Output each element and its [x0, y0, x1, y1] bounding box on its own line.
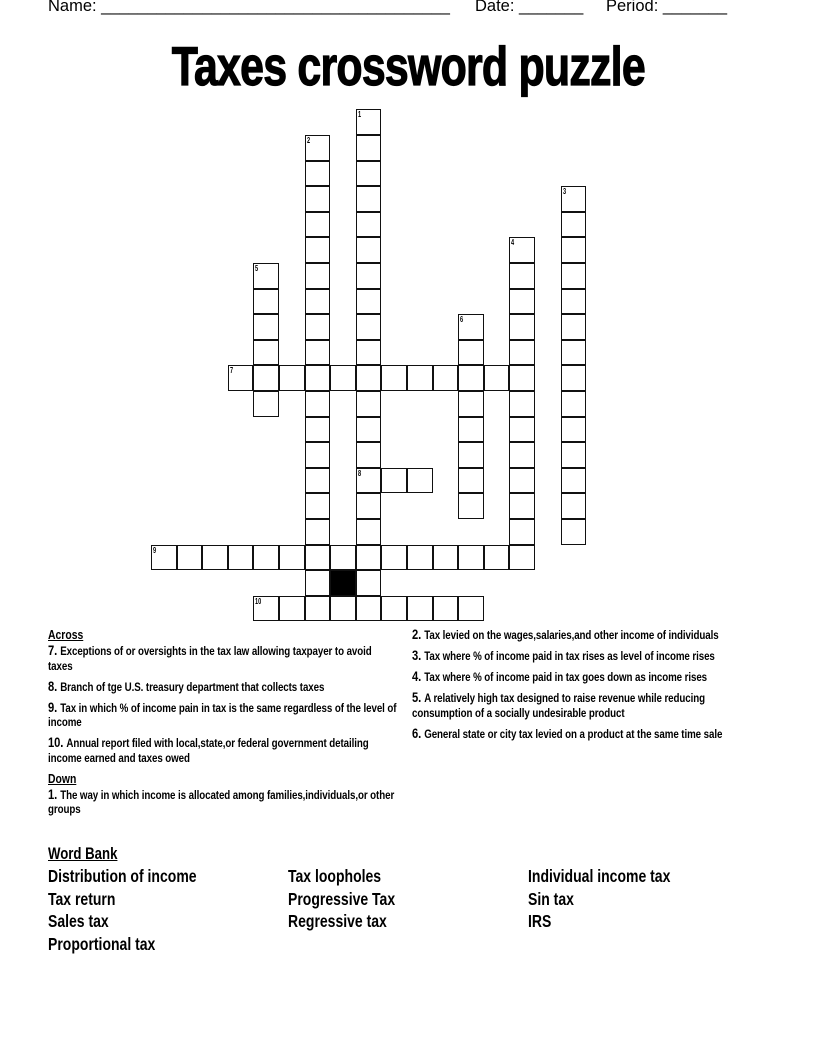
grid-cell[interactable]	[561, 186, 587, 212]
grid-cell[interactable]	[356, 314, 382, 340]
grid-cell[interactable]	[356, 493, 382, 519]
grid-cell[interactable]	[356, 135, 382, 161]
word-bank-item: Tax return	[48, 888, 116, 909]
clue-number: 10.	[48, 734, 67, 750]
clue-number: 6.	[412, 724, 425, 741]
clue-text: Tax levied on the wages,salaries,and other income of individuals	[424, 628, 719, 642]
clue-text: Tax where % of income paid in tax goes down as income rises	[424, 670, 708, 684]
grid-cell[interactable]	[561, 493, 587, 519]
grid-cell[interactable]	[381, 468, 407, 494]
grid-cell[interactable]	[509, 365, 535, 391]
grid-cell[interactable]	[561, 263, 587, 289]
grid-cell[interactable]	[509, 391, 535, 417]
grid-cell[interactable]	[330, 596, 356, 622]
grid-cell[interactable]	[305, 417, 331, 443]
grid-cell[interactable]	[356, 596, 382, 622]
grid-cell[interactable]	[458, 365, 484, 391]
grid-cell[interactable]	[305, 596, 331, 622]
grid-cell[interactable]	[381, 365, 407, 391]
down-heading: Down	[48, 770, 77, 786]
grid-cell[interactable]	[305, 570, 331, 596]
grid-cell[interactable]	[509, 519, 535, 545]
grid-cell[interactable]	[202, 545, 228, 571]
clue-text: Exceptions of or oversights in the tax law allowing taxpayer to avoid taxes	[48, 644, 372, 673]
clue-text: The way in which income is allocated among families,individuals,or other groups	[48, 787, 395, 816]
clue-across-10	[48, 735, 398, 765]
word-bank	[48, 843, 768, 965]
grid-cell[interactable]	[305, 135, 331, 161]
grid-cell[interactable]	[356, 186, 382, 212]
word-bank-heading: Word Bank	[48, 845, 118, 863]
grid-cell[interactable]	[561, 468, 587, 494]
grid-cell[interactable]	[509, 289, 535, 315]
grid-cell[interactable]	[561, 442, 587, 468]
clue-text: Tax where % of income paid in tax rises as level of income rises	[424, 649, 715, 663]
grid-cell[interactable]	[356, 289, 382, 315]
black-cell	[330, 570, 356, 596]
grid-cell[interactable]	[407, 365, 433, 391]
grid-cell[interactable]	[458, 468, 484, 494]
grid-cell[interactable]	[561, 417, 587, 443]
grid-cell[interactable]	[433, 545, 459, 571]
grid-cell[interactable]	[305, 365, 331, 391]
grid-cell[interactable]	[305, 545, 331, 571]
grid-cell[interactable]	[407, 545, 433, 571]
grid-cell[interactable]	[305, 442, 331, 468]
clue-number-label: 7	[229, 366, 233, 376]
clue-down-3	[412, 648, 762, 664]
grid-cell[interactable]	[305, 237, 331, 263]
page-title: Taxes crossword puzzle	[171, 35, 645, 97]
word-bank-item: Individual income tax	[528, 866, 671, 886]
clue-down-5	[412, 690, 762, 720]
grid-cell[interactable]	[356, 391, 382, 417]
grid-cell[interactable]	[458, 545, 484, 571]
clue-number: 5.	[412, 689, 425, 705]
clue-number-label: 9	[153, 545, 157, 555]
grid-cell[interactable]	[330, 365, 356, 391]
clue-number-label: 10	[255, 596, 262, 606]
word-bank-item: Tax loopholes	[288, 866, 382, 886]
word-bank-item: Sales tax	[48, 911, 109, 932]
grid-cell[interactable]	[305, 468, 331, 494]
across-heading: Across	[48, 627, 84, 642]
grid-cell[interactable]	[253, 289, 279, 315]
grid-cell[interactable]	[561, 289, 587, 315]
word-bank-grid	[48, 865, 768, 965]
grid-cell[interactable]	[509, 442, 535, 468]
grid-cell[interactable]	[305, 519, 331, 545]
grid-cell[interactable]	[356, 365, 382, 391]
grid-cell[interactable]	[305, 289, 331, 315]
grid-cell[interactable]	[407, 596, 433, 622]
clue-number: 4.	[412, 668, 425, 684]
grid-cell[interactable]	[458, 340, 484, 366]
clue-number: 3.	[412, 647, 425, 663]
clue-number-label: 1	[357, 110, 361, 120]
grid-cell[interactable]	[509, 237, 535, 263]
down-clue-list-right	[412, 627, 762, 741]
clue-down-6	[412, 726, 762, 742]
clues-left-column	[48, 627, 398, 822]
clue-number: 9.	[48, 698, 61, 715]
clue-down-2	[412, 627, 762, 643]
clue-across-9	[48, 700, 398, 730]
grid-cell[interactable]	[253, 340, 279, 366]
grid-cell[interactable]	[356, 212, 382, 238]
grid-cell[interactable]	[509, 263, 535, 289]
grid-cell[interactable]	[305, 212, 331, 238]
grid-cell[interactable]	[381, 545, 407, 571]
grid-cell[interactable]	[356, 237, 382, 263]
grid-cell[interactable]	[151, 545, 177, 571]
grid-cell[interactable]	[561, 365, 587, 391]
grid-cell[interactable]	[407, 468, 433, 494]
grid-cell[interactable]	[253, 314, 279, 340]
clue-text: General state or city tax levied on a product at the same time sale	[424, 726, 723, 741]
clue-across-7	[48, 643, 398, 673]
grid-cell[interactable]	[228, 545, 254, 571]
grid-cell[interactable]	[484, 545, 510, 571]
grid-cell[interactable]	[458, 314, 484, 340]
clue-number-label: 3	[562, 187, 566, 197]
grid-cell[interactable]	[356, 468, 382, 494]
word-bank-item: IRS	[528, 911, 552, 932]
clue-text: Tax in which % of income pain in tax is the same regardless of the level of income	[48, 700, 397, 729]
word-bank-item: Sin tax	[528, 888, 574, 909]
clue-number-label: 5	[255, 263, 259, 273]
clue-across-8	[48, 679, 398, 695]
clue-number: 7.	[48, 642, 61, 658]
word-bank-item: Regressive tax	[288, 911, 387, 932]
grid-cell[interactable]	[561, 340, 587, 366]
grid-cell[interactable]	[305, 493, 331, 519]
word-bank-item: Progressive Tax	[288, 888, 396, 909]
grid-cell[interactable]	[253, 263, 279, 289]
grid-cell[interactable]	[509, 468, 535, 494]
grid-cell[interactable]	[356, 545, 382, 571]
grid-cell[interactable]	[305, 263, 331, 289]
grid-cell[interactable]	[356, 570, 382, 596]
grid-cell[interactable]	[509, 545, 535, 571]
grid-cell[interactable]	[356, 442, 382, 468]
grid-cell[interactable]	[253, 391, 279, 417]
grid-cell[interactable]	[509, 417, 535, 443]
grid-cell[interactable]	[330, 545, 356, 571]
grid-cell[interactable]	[356, 109, 382, 135]
clue-down-1	[48, 787, 398, 817]
grid-cell[interactable]	[253, 545, 279, 571]
grid-cell[interactable]	[356, 263, 382, 289]
grid-cell[interactable]	[561, 212, 587, 238]
clue-text: A relatively high tax designed to raise revenue while reducing consumption of a socially undesirable product	[412, 691, 705, 720]
grid-cell[interactable]	[484, 365, 510, 391]
clues-right-column	[412, 627, 762, 747]
grid-cell[interactable]	[253, 365, 279, 391]
grid-cell[interactable]	[509, 493, 535, 519]
grid-cell[interactable]	[509, 314, 535, 340]
grid-cell[interactable]	[279, 596, 305, 622]
clue-down-4	[412, 669, 762, 685]
grid-cell[interactable]	[356, 519, 382, 545]
grid-cell[interactable]	[561, 519, 587, 545]
grid-cell[interactable]	[561, 314, 587, 340]
grid-cell[interactable]	[433, 596, 459, 622]
grid-cell[interactable]	[305, 161, 331, 187]
grid-cell[interactable]	[356, 417, 382, 443]
clue-number-label: 6	[460, 315, 464, 325]
clue-number-label: 2	[306, 135, 310, 145]
grid-cell[interactable]	[381, 596, 407, 622]
grid-cell[interactable]	[561, 237, 587, 263]
grid-cell[interactable]	[305, 314, 331, 340]
grid-cell[interactable]	[509, 340, 535, 366]
clue-number-label: 8	[357, 468, 361, 478]
clue-number-label: 4	[511, 238, 515, 248]
grid-cell[interactable]	[458, 493, 484, 519]
grid-cell[interactable]	[458, 442, 484, 468]
grid-cell[interactable]	[458, 596, 484, 622]
clue-number: 1.	[48, 785, 61, 802]
word-bank-item: Proportional tax	[48, 934, 156, 955]
grid-cell[interactable]	[305, 340, 331, 366]
clue-text: Branch of tge U.S. treasury department that collects taxes	[60, 679, 325, 694]
grid-cell[interactable]	[433, 365, 459, 391]
across-clue-list	[48, 643, 398, 765]
grid-cell[interactable]	[356, 340, 382, 366]
grid-cell[interactable]	[458, 417, 484, 443]
grid-cell[interactable]	[458, 391, 484, 417]
grid-cell[interactable]	[177, 545, 203, 571]
grid-cell[interactable]	[561, 391, 587, 417]
down-clue-list-left	[48, 787, 398, 817]
clue-text: Annual report filed with local,state,or federal government detailing income earned and taxes owed	[48, 736, 369, 765]
grid-cell[interactable]	[253, 596, 279, 622]
grid-cell[interactable]	[279, 545, 305, 571]
word-bank-item: Distribution of income	[48, 866, 197, 886]
clue-number: 8.	[48, 677, 61, 694]
grid-cell[interactable]	[305, 186, 331, 212]
date-field[interactable]: Date: _______	[475, 0, 584, 15]
grid-cell[interactable]	[228, 365, 254, 391]
grid-cell[interactable]	[279, 365, 305, 391]
grid-cell[interactable]	[356, 161, 382, 187]
period-field[interactable]: Period: _______	[606, 0, 728, 15]
grid-cell[interactable]	[305, 391, 331, 417]
clue-number: 2.	[412, 626, 425, 642]
name-field[interactable]: Name: ______________________________________	[48, 0, 450, 15]
